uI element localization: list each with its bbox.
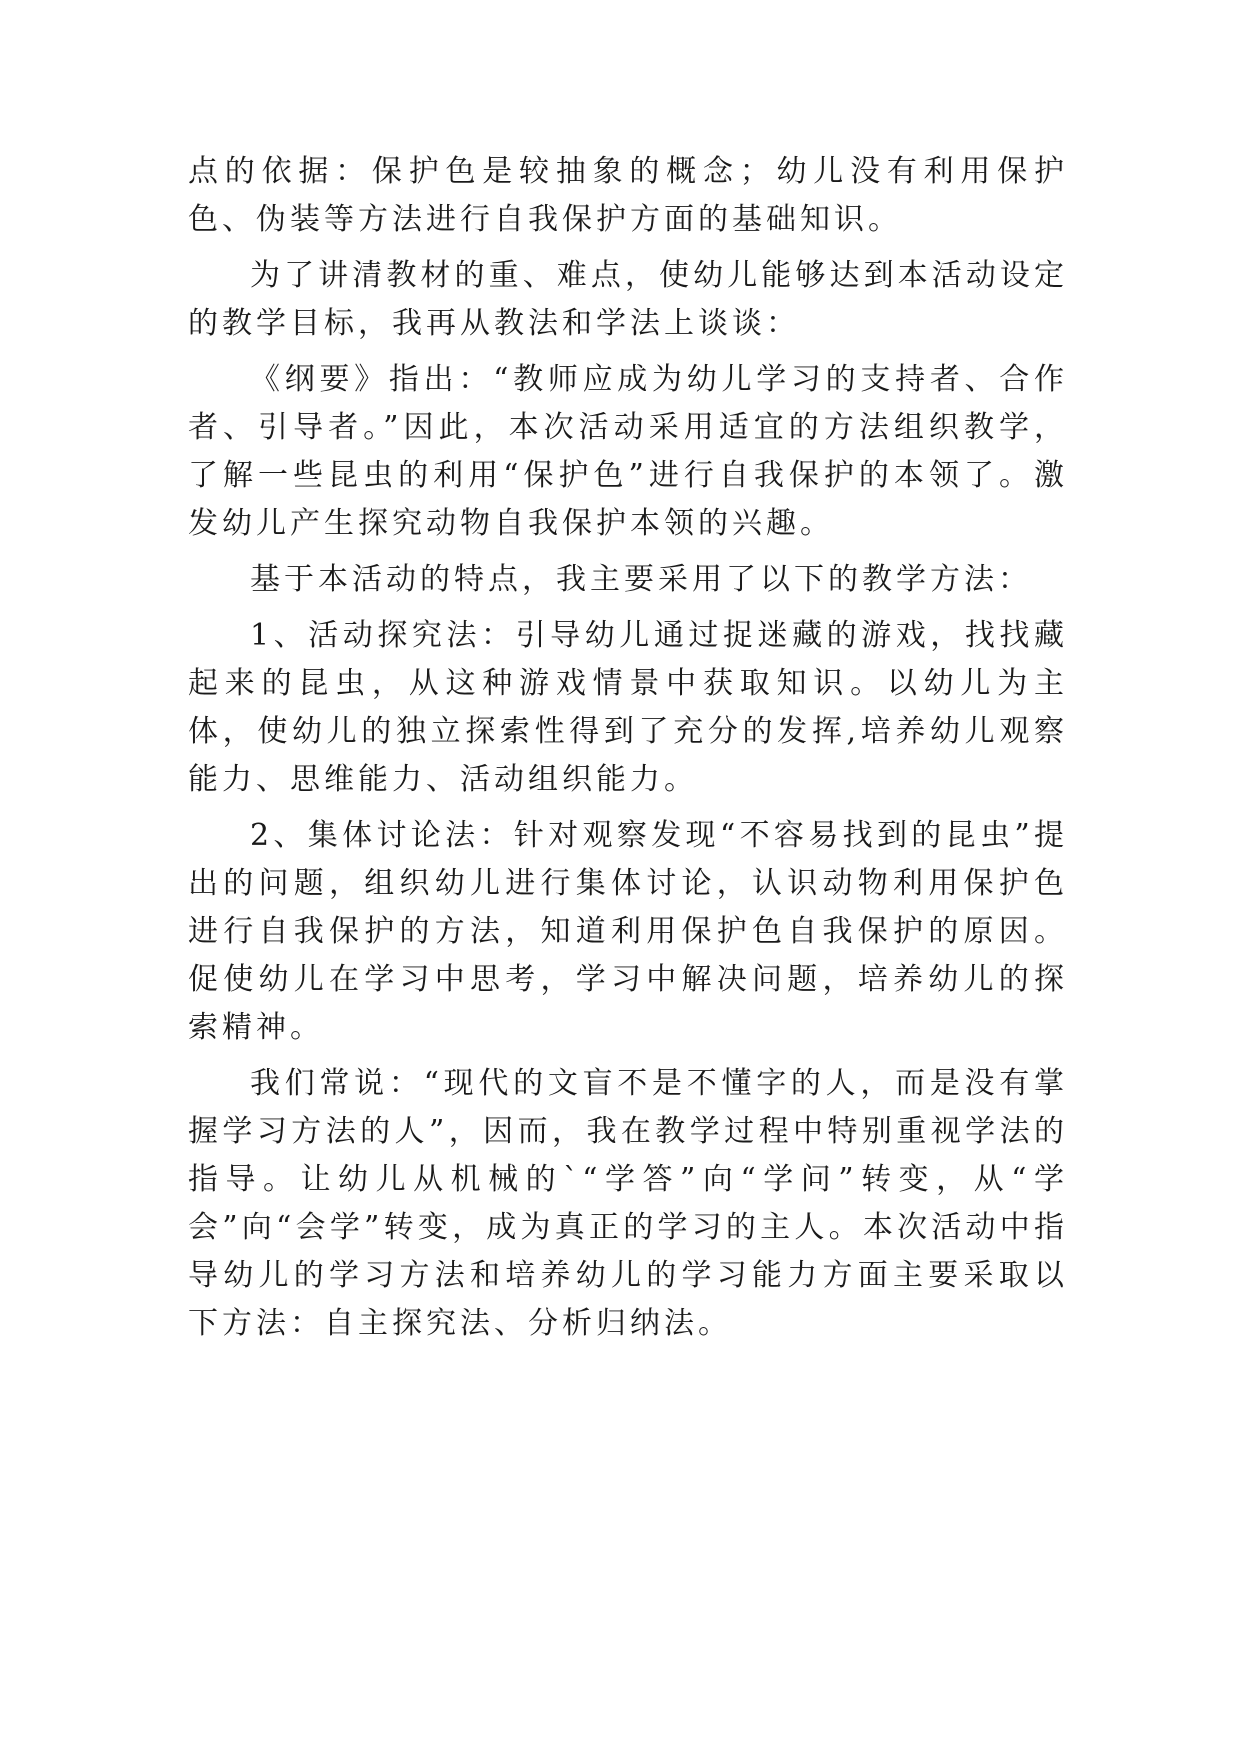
paragraph-4: 基于本活动的特点，我主要采用了以下的教学方法： (250, 562, 1032, 597)
paragraph-3: 《纲要》指出：“教师应成为幼儿学习的支持者、合作者、引导者。”因此，本次活动采用适宜的方法组织教学，了解一些昆虫的利用“保护色”进行自我保护的本领了。激发幼儿产生探究动物自我保护本领的兴趣。 (188, 362, 1068, 541)
paragraph-1: 点的依据：保护色是较抽象的概念；幼儿没有利用保护色、伪装等方法进行自我保护方面的基础知识。 (188, 154, 1068, 237)
paragraph-7: 我们常说：“现代的文盲不是不懂字的人，而是没有掌握学习方法的人”，因而，我在教学过程中特别重视学法的指导。让幼儿从机械的`“学答”向“学问”转变，从“学会”向“会学”转变，成为真正的学习的主人。本次活动中指导幼儿的学习方法和培养幼儿的学习能力方面主要采取以下方法：自主探究法、分析归纳法。 (188, 1066, 1068, 1341)
paragraph-2: 为了讲清教材的重、难点，使幼儿能够达到本活动设定的教学目标，我再从教法和学法上谈谈： (188, 258, 1068, 341)
paragraph-5: 1、活动探究法：引导幼儿通过捉迷藏的游戏，找找藏起来的昆虫，从这种游戏情景中获取知识。以幼儿为主体，使幼儿的独立探索性得到了充分的发挥,培养幼儿观察能力、思维能力、活动组织能力。 (188, 618, 1068, 797)
paragraph-6: 2、集体讨论法：针对观察发现“不容易找到的昆虫”提出的问题，组织幼儿进行集体讨论，认识动物利用保护色进行自我保护的方法，知道利用保护色自我保护的原因。促使幼儿在学习中思考，学习中解决问题，培养幼儿的探索精神。 (188, 818, 1068, 1045)
document-body (188, 148, 1068, 1356)
